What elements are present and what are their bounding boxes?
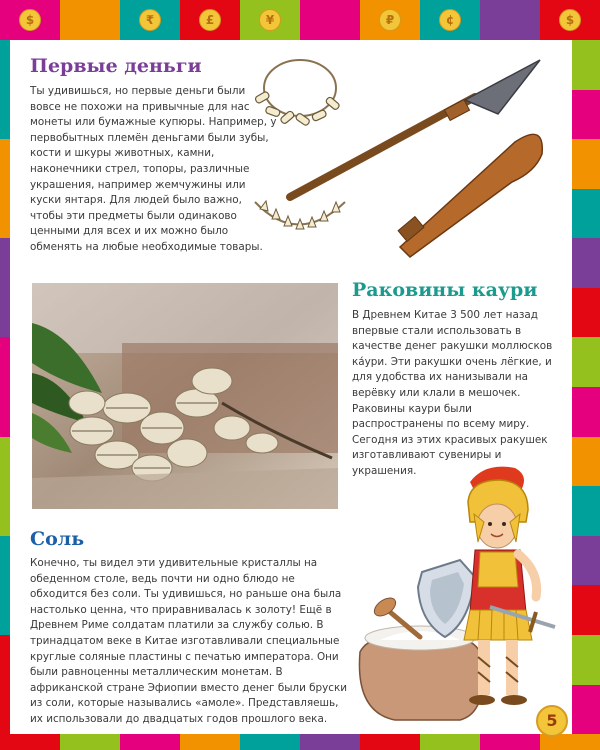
bottom-strip-segment: [240, 734, 300, 750]
top-strip-segment: [300, 0, 360, 40]
left-strip-segment: [0, 337, 10, 436]
cowrie-shells-photo: [32, 283, 338, 509]
coin-icon: £: [199, 9, 221, 31]
left-strip-segment: [0, 635, 10, 734]
club-icon: [398, 134, 542, 257]
coin-icon: ₹: [139, 9, 161, 31]
bottom-strip-segment: [180, 734, 240, 750]
top-strip-segment: [60, 0, 120, 40]
left-color-strip: [0, 40, 10, 734]
coin-icon: $: [559, 9, 581, 31]
bottom-color-strip: [0, 734, 600, 750]
section-title-first-money: Первые деньги: [30, 55, 202, 77]
section-text-first-money: Ты удивишься, но первые деньги были вовсе не похожи на привычные для нас монеты или бумажные купюры. Например, у первобытных племён деньгами были зубы, кости и шкуры животных, камни, наконечники стрел, топоры, различные украшения, например жемчужины или куски янтаря. Для людей было важно, чтобы эти предметы были одинаково ценными для всех и их можно было обменять на любые необходимые товары.: [30, 85, 277, 253]
right-strip-segment: [572, 437, 600, 487]
top-strip-segment: [0, 0, 60, 40]
primitive-money-illustration: [250, 52, 550, 267]
bottom-strip-segment: [60, 734, 120, 750]
right-strip-segment: [572, 40, 600, 90]
right-strip-segment: [572, 90, 600, 140]
right-strip-segment: [572, 486, 600, 536]
bottom-strip-segment: [420, 734, 480, 750]
right-strip-segment: [572, 238, 600, 288]
fang-necklace-icon: [255, 201, 345, 229]
coin-icon: ¢: [439, 9, 461, 31]
top-strip-segment: [180, 0, 240, 40]
right-strip-segment: [572, 536, 600, 586]
right-strip-segment: [572, 288, 600, 338]
top-strip-segment: [420, 0, 480, 40]
section-text-cowrie: В Древнем Китае 3 500 лет назад впервые стали использовать в качестве денег ракушки моллюсков ка́ури. Эти ракушки очень лёгкие, и для удобства их нанизывали на верёвку или клали в мешочек. Раковины каури были распространены по всему миру. Сегодня из этих красивых ракушек изготавливают сувениры и украшения.: [352, 309, 553, 477]
right-strip-segment: [572, 337, 600, 387]
top-strip-segment: [540, 0, 600, 40]
bottom-strip-segment: [360, 734, 420, 750]
right-strip-segment: [572, 635, 600, 685]
section-title-cowrie: Раковины каури: [352, 279, 538, 301]
right-strip-segment: [572, 139, 600, 189]
right-strip-segment: [572, 387, 600, 437]
right-strip-segment: [572, 585, 600, 635]
top-strip-segment: [480, 0, 540, 40]
coin-icon: ¥: [259, 9, 281, 31]
roman-soldier-illustration: [350, 462, 565, 727]
top-strip-segment: [360, 0, 420, 40]
top-strip-segment: [240, 0, 300, 40]
bottom-strip-segment: [0, 734, 60, 750]
left-strip-segment: [0, 40, 10, 139]
left-strip-segment: [0, 238, 10, 337]
top-color-strip: [0, 0, 600, 40]
coin-icon: $: [19, 9, 41, 31]
left-strip-segment: [0, 139, 10, 238]
left-strip-segment: [0, 536, 10, 635]
coin-icon: ₽: [379, 9, 401, 31]
bone-necklace-icon: [254, 60, 340, 126]
right-strip-segment: [572, 189, 600, 239]
top-strip-segment: [120, 0, 180, 40]
bottom-strip-segment: [300, 734, 360, 750]
right-strip-segment: [572, 685, 600, 735]
left-strip-segment: [0, 437, 10, 536]
right-color-strip: [572, 40, 600, 734]
page-number: 5: [536, 705, 568, 737]
bottom-strip-segment: [480, 734, 540, 750]
section-title-salt: Соль: [30, 528, 85, 550]
section-text-salt: Конечно, ты видел эти удивительные кристаллы на обеденном столе, ведь почти ни одно блюдо не обходится без соли. Ты удивишься, но раньше она была настолько ценна, что приравнивалась к золоту! Ещё в Древнем Риме солдатам платили за службу солью. В тринадцатом веке в Китае изготавливали специальные круглые соляные пластины с печатью императора. Они были равноценны металлическим монетам. В африканской стране Эфиопии вместо денег были бруски из соли, которые назывались «амоле». Представляешь, их использовали до двадцатых годов прошлого века.: [30, 557, 348, 725]
bottom-strip-segment: [120, 734, 180, 750]
